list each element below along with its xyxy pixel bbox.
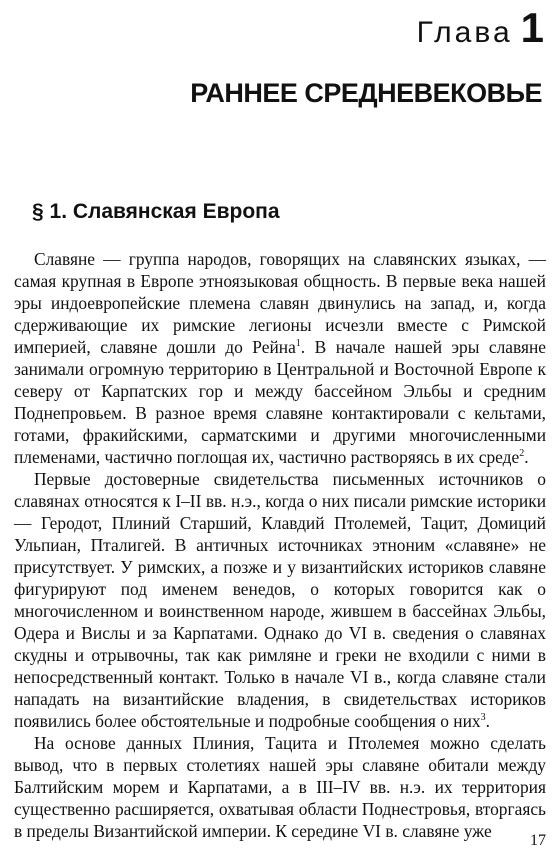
paragraph-2-text: Первые достоверные свидетельства письменных источников о славянах относятся к I–II вв. н.э., когда о них писали римские историки — Геродот, Плиний Старший, Клавдий Птолемей, Тацит, Домиций Ульпиан, Пталигей. В античных источниках этноним «славяне» не присутствует. У римских, а позже и у византийских историков славяне фигурируют под именем венедов, о которых говорится как о многочисленном и воинственном народе, жившем в бассейнах Эльбы, Одера и Вислы и за Карпатами. Однако до VI в. сведения о славянах скудны и отрывочны, так как римляне и греки не входили с ними в непосредственный контакт. Только в начале VI в., когда славяне стали нападать на византийские владения, в свидетельствах историков появились более обстоятельные и подробные сообщения о них	[14, 469, 546, 731]
chapter-title: РАННЕЕ СРЕДНЕВЕКОВЬЕ	[190, 78, 542, 108]
paragraph-2	[14, 468, 546, 732]
footnote-ref-3: 3	[480, 712, 486, 724]
paragraph-1-text-end: .	[524, 447, 529, 467]
paragraph-3	[14, 732, 546, 842]
paragraph-1-text-cont: . В начале нашей эры славяне занимали огромную территорию в Центральной и Восточной Европе к северу от Карпатских гор и между бассейном Эльбы и средним Поднепровьем. В разное время славяне контактировали с кельтами, готами, фракийскими, сарматскими и другими многочисленными племенами, частично поглощая их, частично растворяясь в их среде	[14, 337, 546, 467]
paragraph-1-text: Славяне — группа народов, говорящих на славянских языках, — самая крупная в Европе этноязыковая общность. В первые века нашей эры индоевропейские племена славян двинулись на запад, и, когда сдерживающие их римские легионы исчезли вместе с Римской империей, славяне дошли до Рейна	[14, 249, 546, 357]
paragraph-1	[14, 248, 546, 468]
footnote-ref-2: 2	[519, 448, 525, 460]
paragraph-3-text: На основе данных Плиния, Тацита и Птолемея можно сделать вывод, что в первых столетиях нашей эры славяне обитали между Балтийским морем и Карпатами, а в III–IV вв. н.э. их территория существенно расширяется, охватывая области Поднестровья, вторгаясь в пределы Византийской империи. К середине VI в. славяне уже	[14, 733, 546, 841]
chapter-word: Глава	[416, 16, 513, 49]
body-text	[14, 248, 546, 842]
footnote-ref-1: 1	[295, 338, 301, 350]
chapter-label	[416, 4, 544, 53]
page-number: 17	[530, 832, 546, 849]
section-title: § 1. Славянская Европа	[32, 200, 280, 223]
chapter-number: 1	[520, 4, 544, 51]
paragraph-2-text-end: .	[485, 711, 490, 731]
